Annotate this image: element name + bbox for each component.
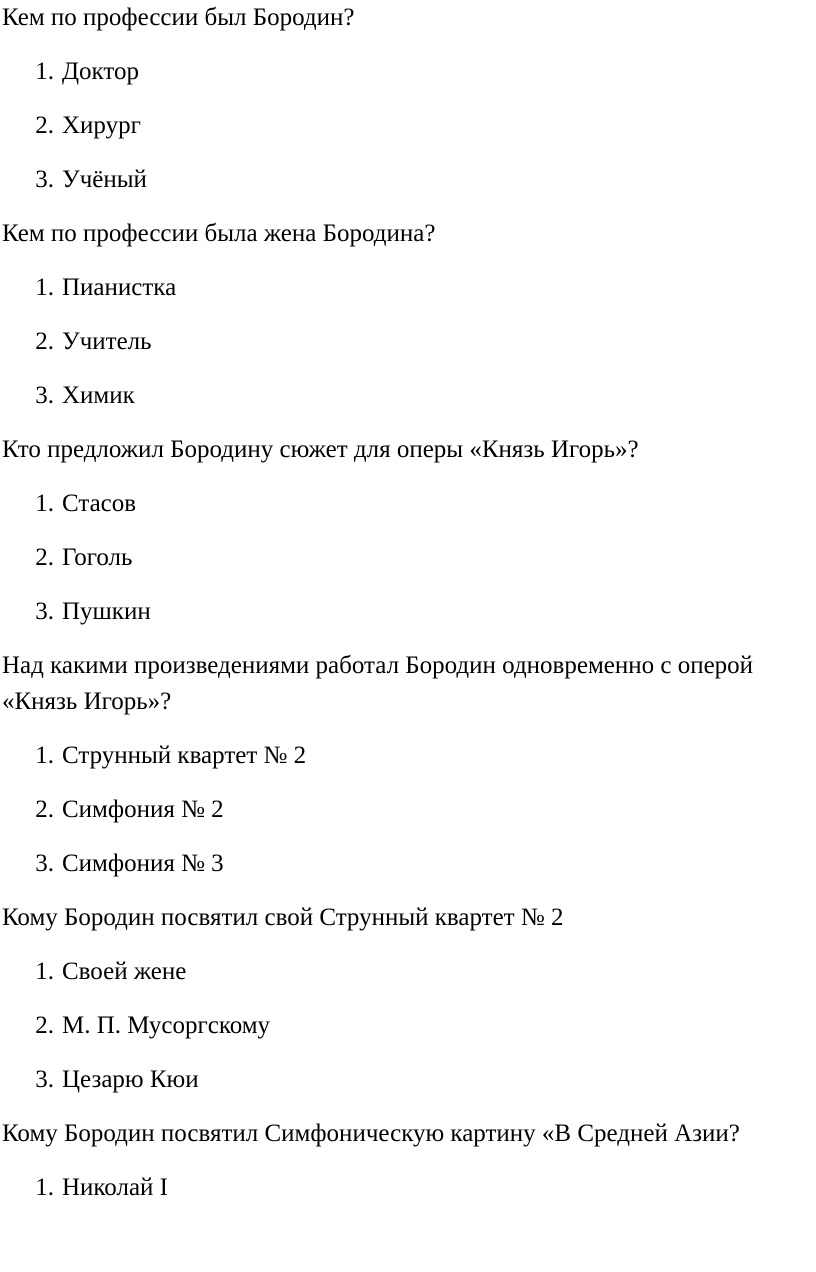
question-text: Кому Бородин посвятил свой Струнный квартет № 2 [2, 904, 564, 931]
option-number: 2. [35, 1012, 54, 1039]
answer-option [0, 324, 816, 360]
option-number: 2. [35, 544, 54, 571]
option-number: 1. [35, 958, 54, 985]
answer-list [0, 738, 816, 882]
option-number: 3. [35, 382, 54, 409]
option-text: Симфония № 3 [62, 850, 224, 877]
answer-list [0, 270, 816, 414]
option-text: Симфония № 2 [62, 796, 224, 823]
option-number: 1. [35, 274, 54, 301]
answer-list [0, 54, 816, 198]
question-text: Кто предложил Бородину сюжет для оперы «Князь Игорь»? [2, 436, 639, 463]
answer-option [0, 486, 816, 522]
option-number: 3. [35, 166, 54, 193]
option-text: Пианистка [62, 274, 177, 301]
option-number: 1. [35, 58, 54, 85]
option-text: Цезарю Кюи [62, 1066, 199, 1093]
question-block-4 [0, 648, 816, 882]
answer-option [0, 162, 816, 198]
question-block-2 [0, 216, 816, 414]
answer-option [0, 954, 816, 990]
answer-option [0, 378, 816, 414]
question-block-3 [0, 432, 816, 630]
answer-list [0, 954, 816, 1098]
option-text: Пушкин [62, 598, 151, 625]
option-text: Доктор [62, 58, 139, 85]
answer-option [0, 738, 816, 774]
option-number: 1. [35, 1174, 54, 1201]
option-text: Учёный [62, 166, 147, 193]
answer-option [0, 792, 816, 828]
option-number: 3. [35, 598, 54, 625]
option-number: 3. [35, 850, 54, 877]
answer-option [0, 108, 816, 144]
answer-option [0, 54, 816, 90]
option-text: Николай I [62, 1174, 169, 1201]
question-block-5 [0, 900, 816, 1098]
answer-option [0, 540, 816, 576]
option-number: 1. [35, 490, 54, 517]
answer-option [0, 270, 816, 306]
option-text: Химик [62, 382, 135, 409]
option-number: 2. [35, 112, 54, 139]
option-text: Учитель [62, 328, 152, 355]
option-text: Хирург [62, 112, 141, 139]
option-number: 2. [35, 796, 54, 823]
question-block-1 [0, 0, 816, 198]
answer-list [0, 486, 816, 630]
answer-option [0, 1062, 816, 1098]
answer-option [0, 846, 816, 882]
option-text: Струнный квартет № 2 [62, 742, 307, 769]
answer-option [0, 594, 816, 630]
question-text: Над какими произведениями работал Бородин одновременно с оперой «Князь Игорь»? [2, 652, 754, 715]
option-number: 1. [35, 742, 54, 769]
option-text: Гоголь [62, 544, 133, 571]
question-text: Кем по профессии была жена Бородина? [2, 220, 436, 247]
answer-option [0, 1008, 816, 1044]
answer-list [0, 1170, 816, 1206]
question-text: Кому Бородин посвятил Симфоническую картину «В Средней Азии? [2, 1120, 740, 1147]
answer-option [0, 1170, 816, 1206]
option-text: Стасов [62, 490, 137, 517]
question-text: Кем по профессии был Бородин? [2, 4, 355, 31]
question-block-6 [0, 1116, 816, 1206]
option-number: 3. [35, 1066, 54, 1093]
option-text: М. П. Мусоргскому [62, 1012, 271, 1039]
option-number: 2. [35, 328, 54, 355]
option-text: Своей жене [62, 958, 187, 985]
